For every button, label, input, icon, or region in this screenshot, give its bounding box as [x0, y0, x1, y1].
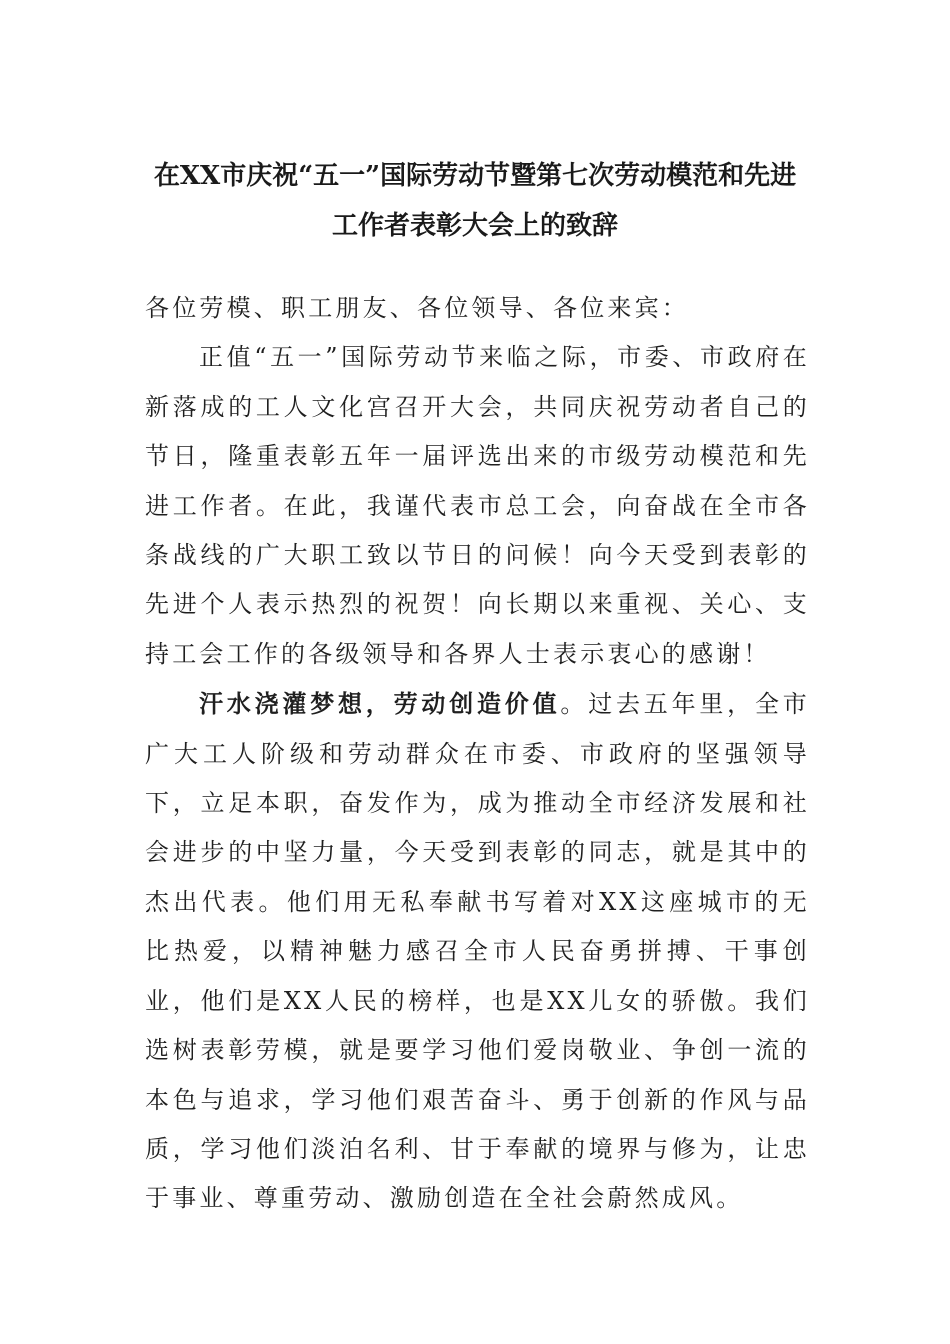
- document-body: [145, 284, 810, 1224]
- document-title-line1: 在XX市庆祝“五一”国际劳动节暨第七次劳动模范和先进: [153, 161, 797, 191]
- document-title-line2: 工作者表彰大会上的致辞: [331, 211, 618, 241]
- paragraph-1: 正值“五一”国际劳动节来临之际，市委、市政府在新落成的工人文化宫召开大会，共同庆祝劳动者自己的节日，隆重表彰五年一届评选出来的市级劳动模范和先进工作者。在此，我谨代表市总工会，向奋战在全市各条战线的广大职工致以节日的问候！向今天受到表彰的先进个人表示热烈的祝贺！向长期以来重视、关心、支持工会工作的各级领导和各界人士表示衷心的感谢！: [145, 343, 810, 668]
- paragraph-2-heading: 汗水浇灌梦想，劳动创造价值: [199, 689, 561, 719]
- salutation: 各位劳模、职工朋友、各位领导、各位来宾：: [145, 294, 689, 322]
- paragraph-2: [145, 679, 810, 1223]
- paragraph-2-body: 。过去五年里，全市广大工人阶级和劳动群众在市委、市政府的坚强领导下，立足本职，奋发作为，成为推动全市经济发展和社会进步的中坚力量，今天受到表彰的同志，就是其中的杰出代表。他们用无私奉献书写着对XX这座城市的无比热爱，以精神魅力感召全市人民奋勇拼搏、干事创业，他们是XX人民的榜样，也是XX儿女的骄傲。我们选树表彰劳模，就是要学习他们爱岗敬业、争创一流的本色与追求，学习他们艰苦奋斗、勇于创新的作风与品质，学习他们淡泊名利、甘于奉献的境界与修为，让忠于事业、尊重劳动、激励创造在全社会蔚然成风。: [145, 690, 810, 1213]
